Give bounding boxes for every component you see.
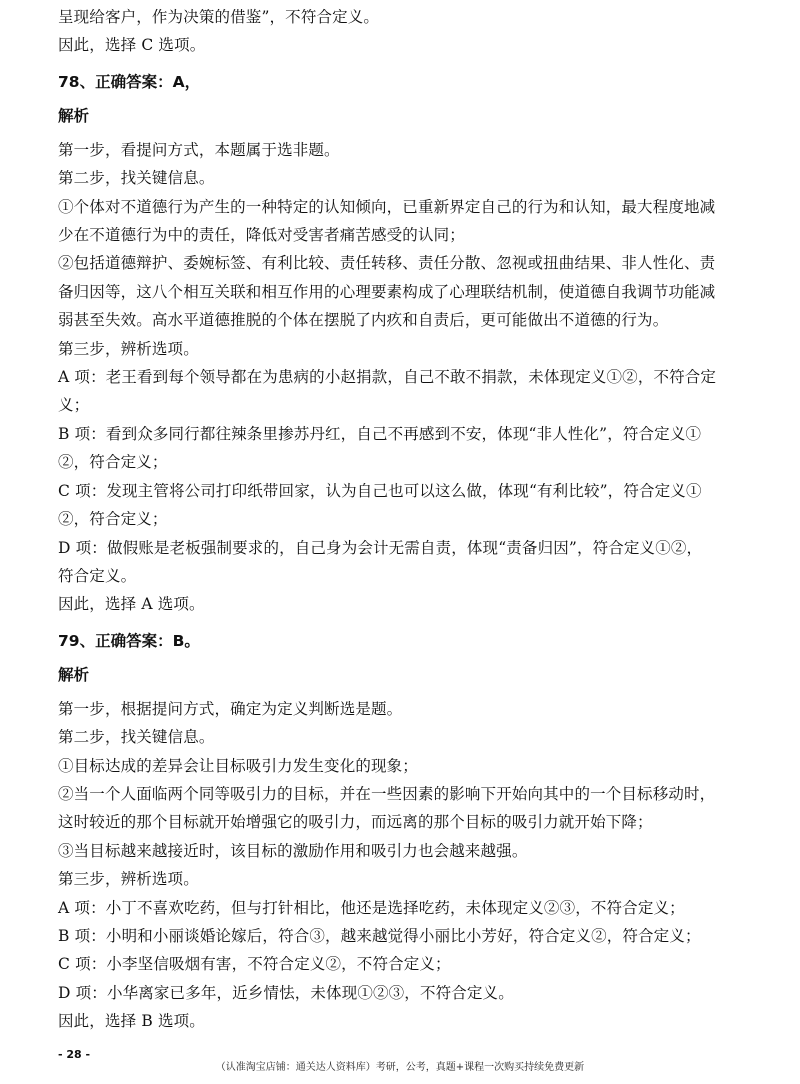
answer-heading: 78、正确答案：A， [58,72,201,91]
text-line: ②，符合定义； [58,453,168,472]
question-78 [58,68,748,619]
text-line: B 项：小明和小丽谈婚论嫁后，符合③，越来越觉得小丽比小芳好，符合定义②，符合定义； [58,926,701,945]
text-line: 第三步，辨析选项。 [58,870,199,889]
text-line: 第一步，看提问方式，本题属于选非题。 [58,140,340,159]
answer-heading: 79、正确答案：B。 [58,631,200,650]
text-line: 义； [58,396,90,415]
page-number: - 28 - [58,1048,91,1061]
text-line: ③当目标越来越接近时，该目标的激励作用和吸引力也会越来越强。 [58,841,528,860]
text-line: 符合定义。 [58,566,137,585]
text-line: 第二步，找关键信息。 [58,169,215,188]
text-line: ②，符合定义； [58,510,168,529]
text-line: 因此，选择 B 选项。 [58,1012,205,1031]
text-line: D 项：做假账是老板强制要求的，自己身为会计无需自责，体现“责备归因”，符合定义①②， [58,538,703,557]
analysis-label: 解析 [58,106,90,125]
text-line: 因此，选择 A 选项。 [58,595,205,614]
text-line: 弱甚至失效。高水平道德推脱的个体在摆脱了内疚和自责后，更可能做出不道德的行为。 [58,311,669,330]
page-content [58,3,748,1036]
text-line: B 项：看到众多同行都往辣条里掺苏丹红，自己不再感到不安，体现“非人性化”，符合定义① [58,424,702,443]
text-line: ①目标达成的差异会让目标吸引力发生变化的现象； [58,756,418,775]
text-line: D 项：小华离家已多年，近乡情怯，未体现①②③，不符合定义。 [58,983,514,1002]
text-line: 少在不道德行为中的责任，降低对受害者痛苦感受的认同； [58,226,465,245]
analysis-label: 解析 [58,665,90,684]
footer-note: （认准淘宝店铺：通关达人资料库）考研，公考，真题+课程一次购买持续免费更新 [215,1062,585,1073]
text-line: 第二步，找关键信息。 [58,728,215,747]
text-line: 第三步，辨析选项。 [58,339,199,358]
text-line: ②当一个人面临两个同等吸引力的目标，并在一些因素的影响下开始向其中的一个目标移动时， [58,784,716,803]
text-line: 呈现给客户，作为决策的借鉴”，不符合定义。 [58,8,380,26]
question-79 [58,627,748,1036]
text-line: 第一步，根据提问方式，确定为定义判断选是题。 [58,699,403,718]
text-line: ②包括道德辩护、委婉标签、有利比较、责任转移、责任分散、忽视或扭曲结果、非人性化、责 [58,254,716,273]
text-line: A 项：小丁不喜欢吃药，但与打针相比，他还是选择吃药，未体现定义②③，不符合定义； [58,898,685,917]
text-line: A 项：老王看到每个领导都在为患病的小赵捐款，自己不敢不捐款，未体现定义①②，不符合定 [58,368,717,387]
text-line: C 项：发现主管将公司打印纸带回家，认为自己也可以这么做，体现“有利比较”，符合定义① [58,481,702,500]
text-line: 备归因等，这八个相互关联和相互作用的心理要素构成了心理联结机制，使道德自我调节功能减 [58,282,716,301]
text-line: C 项：小李坚信吸烟有害，不符合定义②，不符合定义； [58,955,451,974]
text-line: 因此，选择 C 选项。 [58,36,206,55]
text-line: ①个体对不道德行为产生的一种特定的认知倾向，已重新界定自己的行为和认知，最大程度地减 [58,197,716,216]
text-line: 这时较近的那个目标就开始增强它的吸引力，而远离的那个目标的吸引力就开始下降； [58,813,653,832]
